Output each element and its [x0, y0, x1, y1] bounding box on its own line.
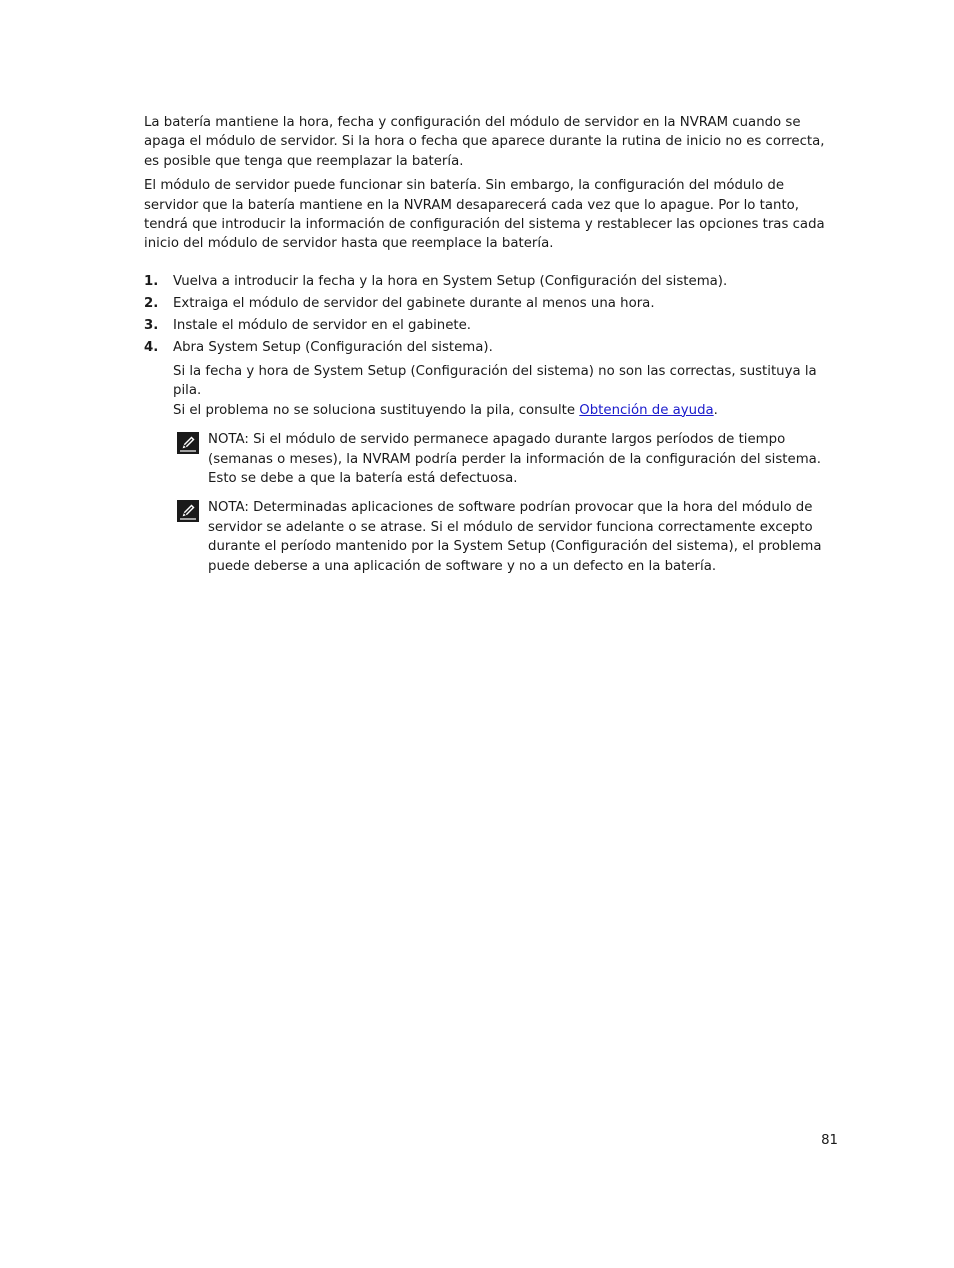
step-number: 4. — [144, 339, 159, 355]
step-4-detail-line1: Si la fecha y hora de System Setup (Configuración del sistema) no son las correctas, sustituya la pila. — [173, 363, 817, 399]
step-4 — [144, 338, 840, 576]
step-text: Instale el módulo de servidor en el gabinete. — [173, 317, 471, 333]
step-2 — [144, 294, 840, 313]
note-label: NOTA: — [208, 500, 249, 516]
note-pencil-icon — [177, 432, 199, 454]
note-text: Determinadas aplicaciones de software podrían provocar que la hora del módulo de servidor se adelante o se atrase. Si el módulo de servidor funciona correctamente excepto durante el período mantenido por la System Setup (Configuración del sistema), el problema puede deberse a una aplicación de software y no a un defecto en la batería. — [208, 500, 822, 574]
note-text: Si el módulo de servido permanece apagado durante largos períodos de tiempo (semanas o meses), la NVRAM podría perder la información de la configuración del sistema. Esto se debe a que la batería está defectuosa. — [208, 432, 822, 486]
step-number: 1. — [144, 273, 159, 289]
step-text: Abra System Setup (Configuración del sistema). — [173, 339, 493, 355]
document-body — [144, 113, 840, 586]
procedure-steps — [144, 272, 840, 576]
note-nvram — [173, 430, 840, 488]
step-3 — [144, 316, 840, 335]
step-number: 3. — [144, 317, 159, 333]
battery-info-paragraph: El módulo de servidor puede funcionar sin batería. Sin embargo, la configuración del módulo de servidor que la batería mantiene en la NVRAM desaparecerá cada vez que lo apague. Por lo tanto, tendrá que introducir la información de configuración del sistema y restablecer las opciones tras cada inicio del módulo de servidor hasta que reemplace la batería. — [144, 178, 825, 252]
step-1 — [144, 272, 840, 291]
step-4-detail — [173, 362, 840, 420]
note-pencil-icon — [177, 500, 199, 522]
step-number: 2. — [144, 295, 159, 311]
step-text: Vuelva a introducir la fecha y la hora en System Setup (Configuración del sistema). — [173, 273, 728, 289]
step-4-detail-suffix: . — [713, 402, 718, 418]
note-label: NOTA: — [208, 432, 249, 448]
intro-paragraph: La batería mantiene la hora, fecha y configuración del módulo de servidor en la NVRAM cuando se apaga el módulo de servidor. Si la hora o fecha que aparece durante la rutina de inicio no es correcta, es posible que tenga que reemplazar la batería. — [144, 115, 825, 169]
step-4-detail-prefix: Si el problema no se soluciona sustituyendo la pila, consulte — [173, 402, 580, 418]
step-text: Extraiga el módulo de servidor del gabinete durante al menos una hora. — [173, 295, 655, 311]
note-software — [173, 498, 840, 576]
page-number: 81 — [821, 1133, 838, 1148]
step-4-detail-line2 — [173, 401, 840, 420]
help-link[interactable]: Obtención de ayuda — [579, 402, 714, 418]
